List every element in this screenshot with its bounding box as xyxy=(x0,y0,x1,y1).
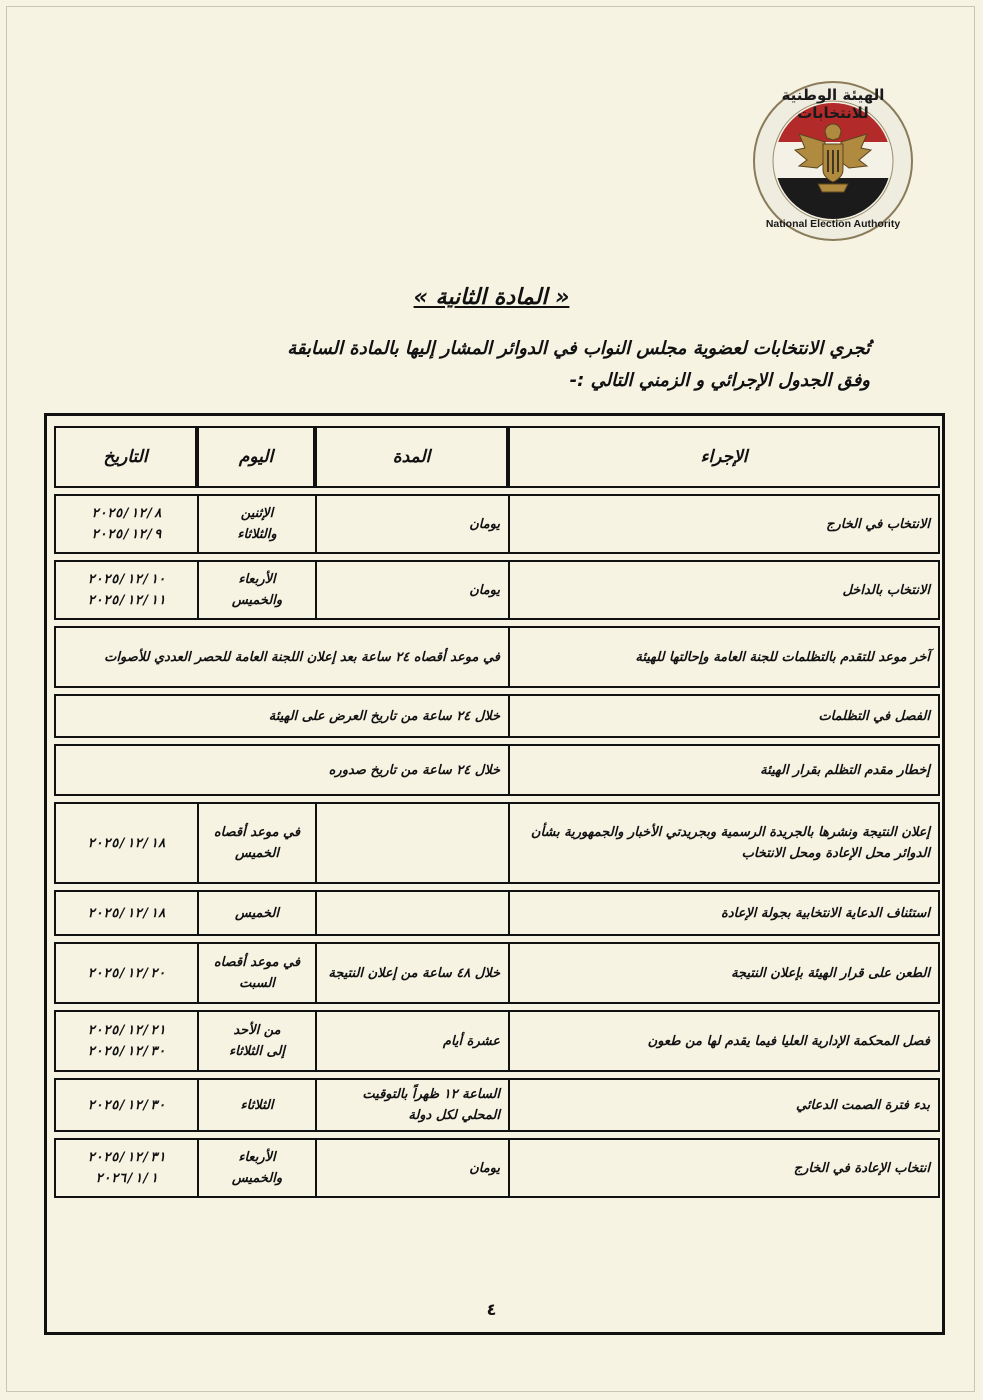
cell-procedure: إخطار مقدم التظلم بقرار الهيئة xyxy=(508,744,940,796)
day-line: الإثنين xyxy=(240,506,274,521)
cell-date xyxy=(54,1078,197,1132)
date-line: ٢٠٢٥/١٢/٢٠ xyxy=(87,965,166,981)
table-header-row xyxy=(54,426,940,488)
intro-line-1: تُجري الانتخابات لعضوية مجلس النواب في الدوائر المشار إليها بالمادة السابقة xyxy=(287,338,870,359)
table-row xyxy=(54,942,940,1004)
cell-day xyxy=(197,1138,315,1198)
table-row xyxy=(54,744,940,796)
cell-day xyxy=(197,1010,315,1072)
day-line: الأربعاء xyxy=(238,572,276,587)
table-row xyxy=(54,626,940,688)
cell-procedure: انتخاب الإعادة في الخارج xyxy=(508,1138,940,1198)
day-line: والخميس xyxy=(231,593,283,608)
date-line: ٢٠٢٥/١٢/٣٠ xyxy=(87,1097,166,1113)
cell-day xyxy=(197,890,315,936)
cell-date xyxy=(54,890,197,936)
cell-merged-timing: خلال ٢٤ ساعة من تاريخ العرض على الهيئة xyxy=(54,694,508,738)
date-line: ٢٠٢٥/١٢/٣١ xyxy=(87,1150,166,1165)
day-line: في موعد أقصاه xyxy=(213,955,301,970)
day-line: إلى الثلاثاء xyxy=(229,1044,285,1059)
cell-duration: يومان xyxy=(315,1138,508,1198)
cell-duration: الساعة ١٢ ظهراً بالتوقيت المحلي لكل دولة xyxy=(315,1078,508,1132)
cell-duration: يومان xyxy=(315,560,508,620)
cell-date xyxy=(54,1010,197,1072)
date-line: ٢٠٢٥/١٢/١٨ xyxy=(87,835,166,851)
cell-duration xyxy=(315,802,508,884)
intro-line-2: وفق الجدول الإجرائي و الزمني التالي :- xyxy=(569,370,870,391)
table-row xyxy=(54,494,940,554)
table-row xyxy=(54,1078,940,1132)
cell-day xyxy=(197,1078,315,1132)
cell-day xyxy=(197,802,315,884)
cell-day xyxy=(197,942,315,1004)
cell-duration xyxy=(315,890,508,936)
page-number: ٤ xyxy=(486,1300,497,1319)
cell-procedure: الطعن على قرار الهيئة بإعلان النتيجة xyxy=(508,942,940,1004)
article-heading: « المادة الثانية » xyxy=(413,285,570,310)
cell-duration: يومان xyxy=(315,494,508,554)
day-line: الخميس xyxy=(235,846,279,861)
header-day: اليوم xyxy=(197,426,315,488)
cell-procedure: الانتخاب في الخارج xyxy=(508,494,940,554)
date-line: ٢٠٢٥/١٢/١٨ xyxy=(87,905,166,921)
cell-merged-timing: خلال ٢٤ ساعة من تاريخ صدوره xyxy=(54,744,508,796)
date-line: ٢٠٢٥/١٢/٨ xyxy=(91,506,162,521)
seal-arabic-name: الهيئة الوطنية للانتخابات xyxy=(781,86,885,122)
day-line: الثلاثاء xyxy=(240,1097,274,1113)
cell-duration: عشرة أيام xyxy=(315,1010,508,1072)
date-line: ٢٠٢٥/١٢/٢١ xyxy=(87,1023,166,1038)
date-line: ٢٠٢٥/١٢/١٠ xyxy=(87,572,166,587)
table-row xyxy=(54,1010,940,1072)
cell-date xyxy=(54,494,197,554)
cell-day xyxy=(197,494,315,554)
table-row xyxy=(54,694,940,738)
day-line: السبت xyxy=(239,976,275,991)
day-line: والثلاثاء xyxy=(237,527,277,542)
day-line: الأربعاء xyxy=(238,1150,276,1165)
day-line: من الأحد xyxy=(233,1023,281,1038)
date-line: ٢٠٢٥/١٢/١١ xyxy=(87,593,166,608)
day-line: والخميس xyxy=(231,1171,283,1186)
date-line: ٢٠٢٥/١٢/٩ xyxy=(91,527,162,542)
cell-procedure: استئناف الدعاية الانتخابية بجولة الإعادة xyxy=(508,890,940,936)
table-row xyxy=(54,560,940,620)
cell-duration: خلال ٤٨ ساعة من إعلان النتيجة xyxy=(315,942,508,1004)
table-row xyxy=(54,1138,940,1198)
header-procedure: الإجراء xyxy=(508,426,940,488)
cell-day xyxy=(197,560,315,620)
cell-date xyxy=(54,802,197,884)
table-row xyxy=(54,802,940,884)
date-line: ٢٠٢٦/١/١ xyxy=(95,1171,158,1186)
cell-procedure: فصل المحكمة الإدارية العليا فيما يقدم لها من طعون xyxy=(508,1010,940,1072)
table-row xyxy=(54,890,940,936)
cell-procedure: الانتخاب بالداخل xyxy=(508,560,940,620)
cell-procedure: الفصل في التظلمات xyxy=(508,694,940,738)
seal-english-name: National Election Authority xyxy=(765,218,901,230)
cell-merged-timing: في موعد أقصاه ٢٤ ساعة بعد إعلان اللجنة العامة للحصر العددي للأصوات xyxy=(54,626,508,688)
table-body xyxy=(54,494,940,1198)
cell-date xyxy=(54,560,197,620)
intro-paragraph xyxy=(70,333,870,397)
header-date: التاريخ xyxy=(54,426,197,488)
cell-date xyxy=(54,1138,197,1198)
day-line: الخميس xyxy=(235,905,279,921)
cell-date xyxy=(54,942,197,1004)
cell-procedure: بدء فترة الصمت الدعائي xyxy=(508,1078,940,1132)
schedule-table xyxy=(54,420,940,1204)
date-line: ٢٠٢٥/١٢/٣٠ xyxy=(87,1044,166,1059)
header-duration: المدة xyxy=(315,426,508,488)
cell-procedure: آخر موعد للتقدم بالتظلمات للجنة العامة وإحالتها للهيئة xyxy=(508,626,940,688)
day-line: في موعد أقصاه xyxy=(213,825,301,840)
cell-procedure: إعلان النتيجة ونشرها بالجريدة الرسمية وبجريدتي الأخبار والجمهورية بشأن الدوائر محل الإعادة ومحل الانتخاب xyxy=(508,802,940,884)
national-election-authority-seal xyxy=(752,80,914,242)
